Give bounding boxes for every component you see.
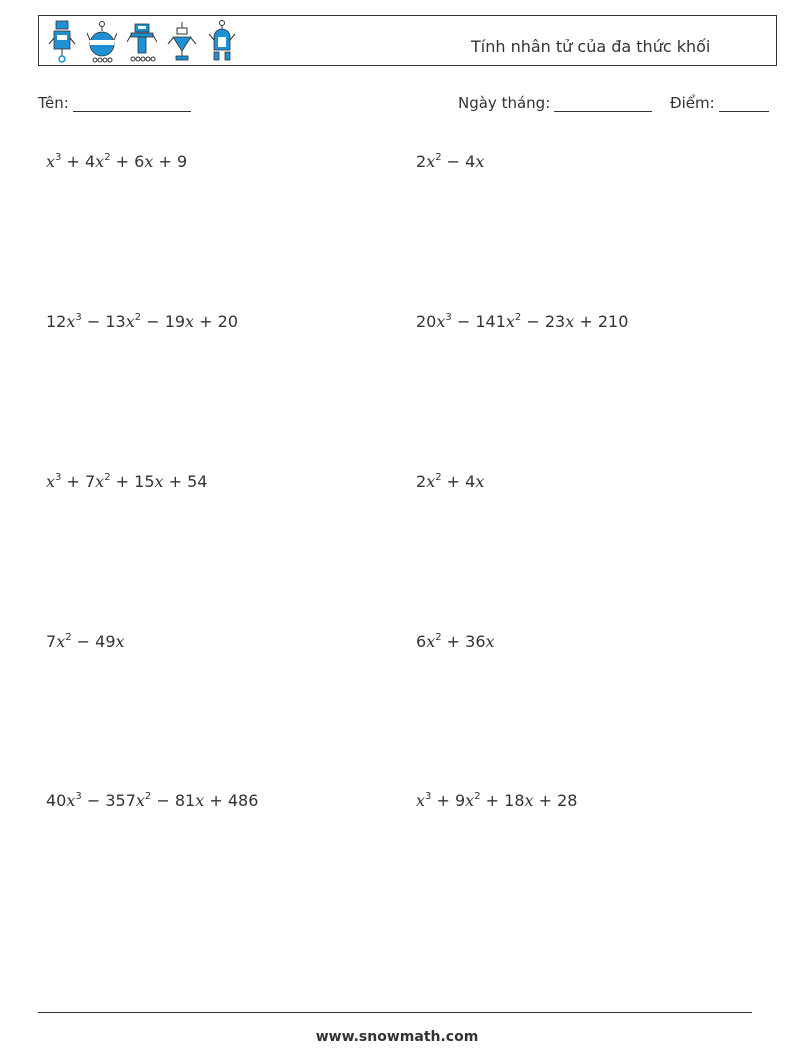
- robot-icon: [87, 20, 117, 64]
- problem-3: $12x^3 - 13x^2 - 19x + 20$: [46, 312, 239, 331]
- date-blank[interactable]: [554, 95, 652, 112]
- problem-6: $2x^2 + 4x$: [416, 472, 485, 491]
- robot-icon: [167, 20, 197, 64]
- problem-10: $x^3 + 9x^2 + 18x + 28$: [416, 791, 578, 810]
- problem-4: $20x^3 - 141x^2 - 23x + 210$: [416, 312, 629, 331]
- robot-icon-row: [47, 20, 237, 64]
- date-field: [458, 94, 652, 112]
- header-box: [38, 15, 777, 66]
- name-blank[interactable]: [73, 95, 191, 112]
- problem-7: $7x^2 - 49x$: [46, 632, 125, 651]
- robot-icon: [47, 20, 77, 64]
- problem-9: $40x^3 - 357x^2 - 81x + 486$: [46, 791, 259, 810]
- robot-icon: [127, 20, 157, 64]
- name-field: [38, 94, 191, 112]
- problem-5: $x^3 + 7x^2 + 15x + 54$: [46, 472, 208, 491]
- problem-8: $6x^2 + 36x$: [416, 632, 495, 651]
- name-label: Tên:: [38, 94, 69, 112]
- score-blank[interactable]: [719, 95, 769, 112]
- worksheet-title: Tính nhân tử của đa thức khối: [471, 37, 711, 56]
- date-label: Ngày tháng:: [458, 94, 551, 112]
- footer-divider: [38, 1012, 752, 1013]
- footer-website: www.snowmath.com: [315, 1029, 479, 1045]
- score-label: Điểm:: [670, 94, 715, 112]
- problem-2: $2x^2 - 4x$: [416, 152, 485, 171]
- robot-icon: [207, 20, 237, 64]
- problem-1: $x^3 + 4x^2 + 6x + 9$: [46, 152, 188, 171]
- score-field: [670, 94, 769, 112]
